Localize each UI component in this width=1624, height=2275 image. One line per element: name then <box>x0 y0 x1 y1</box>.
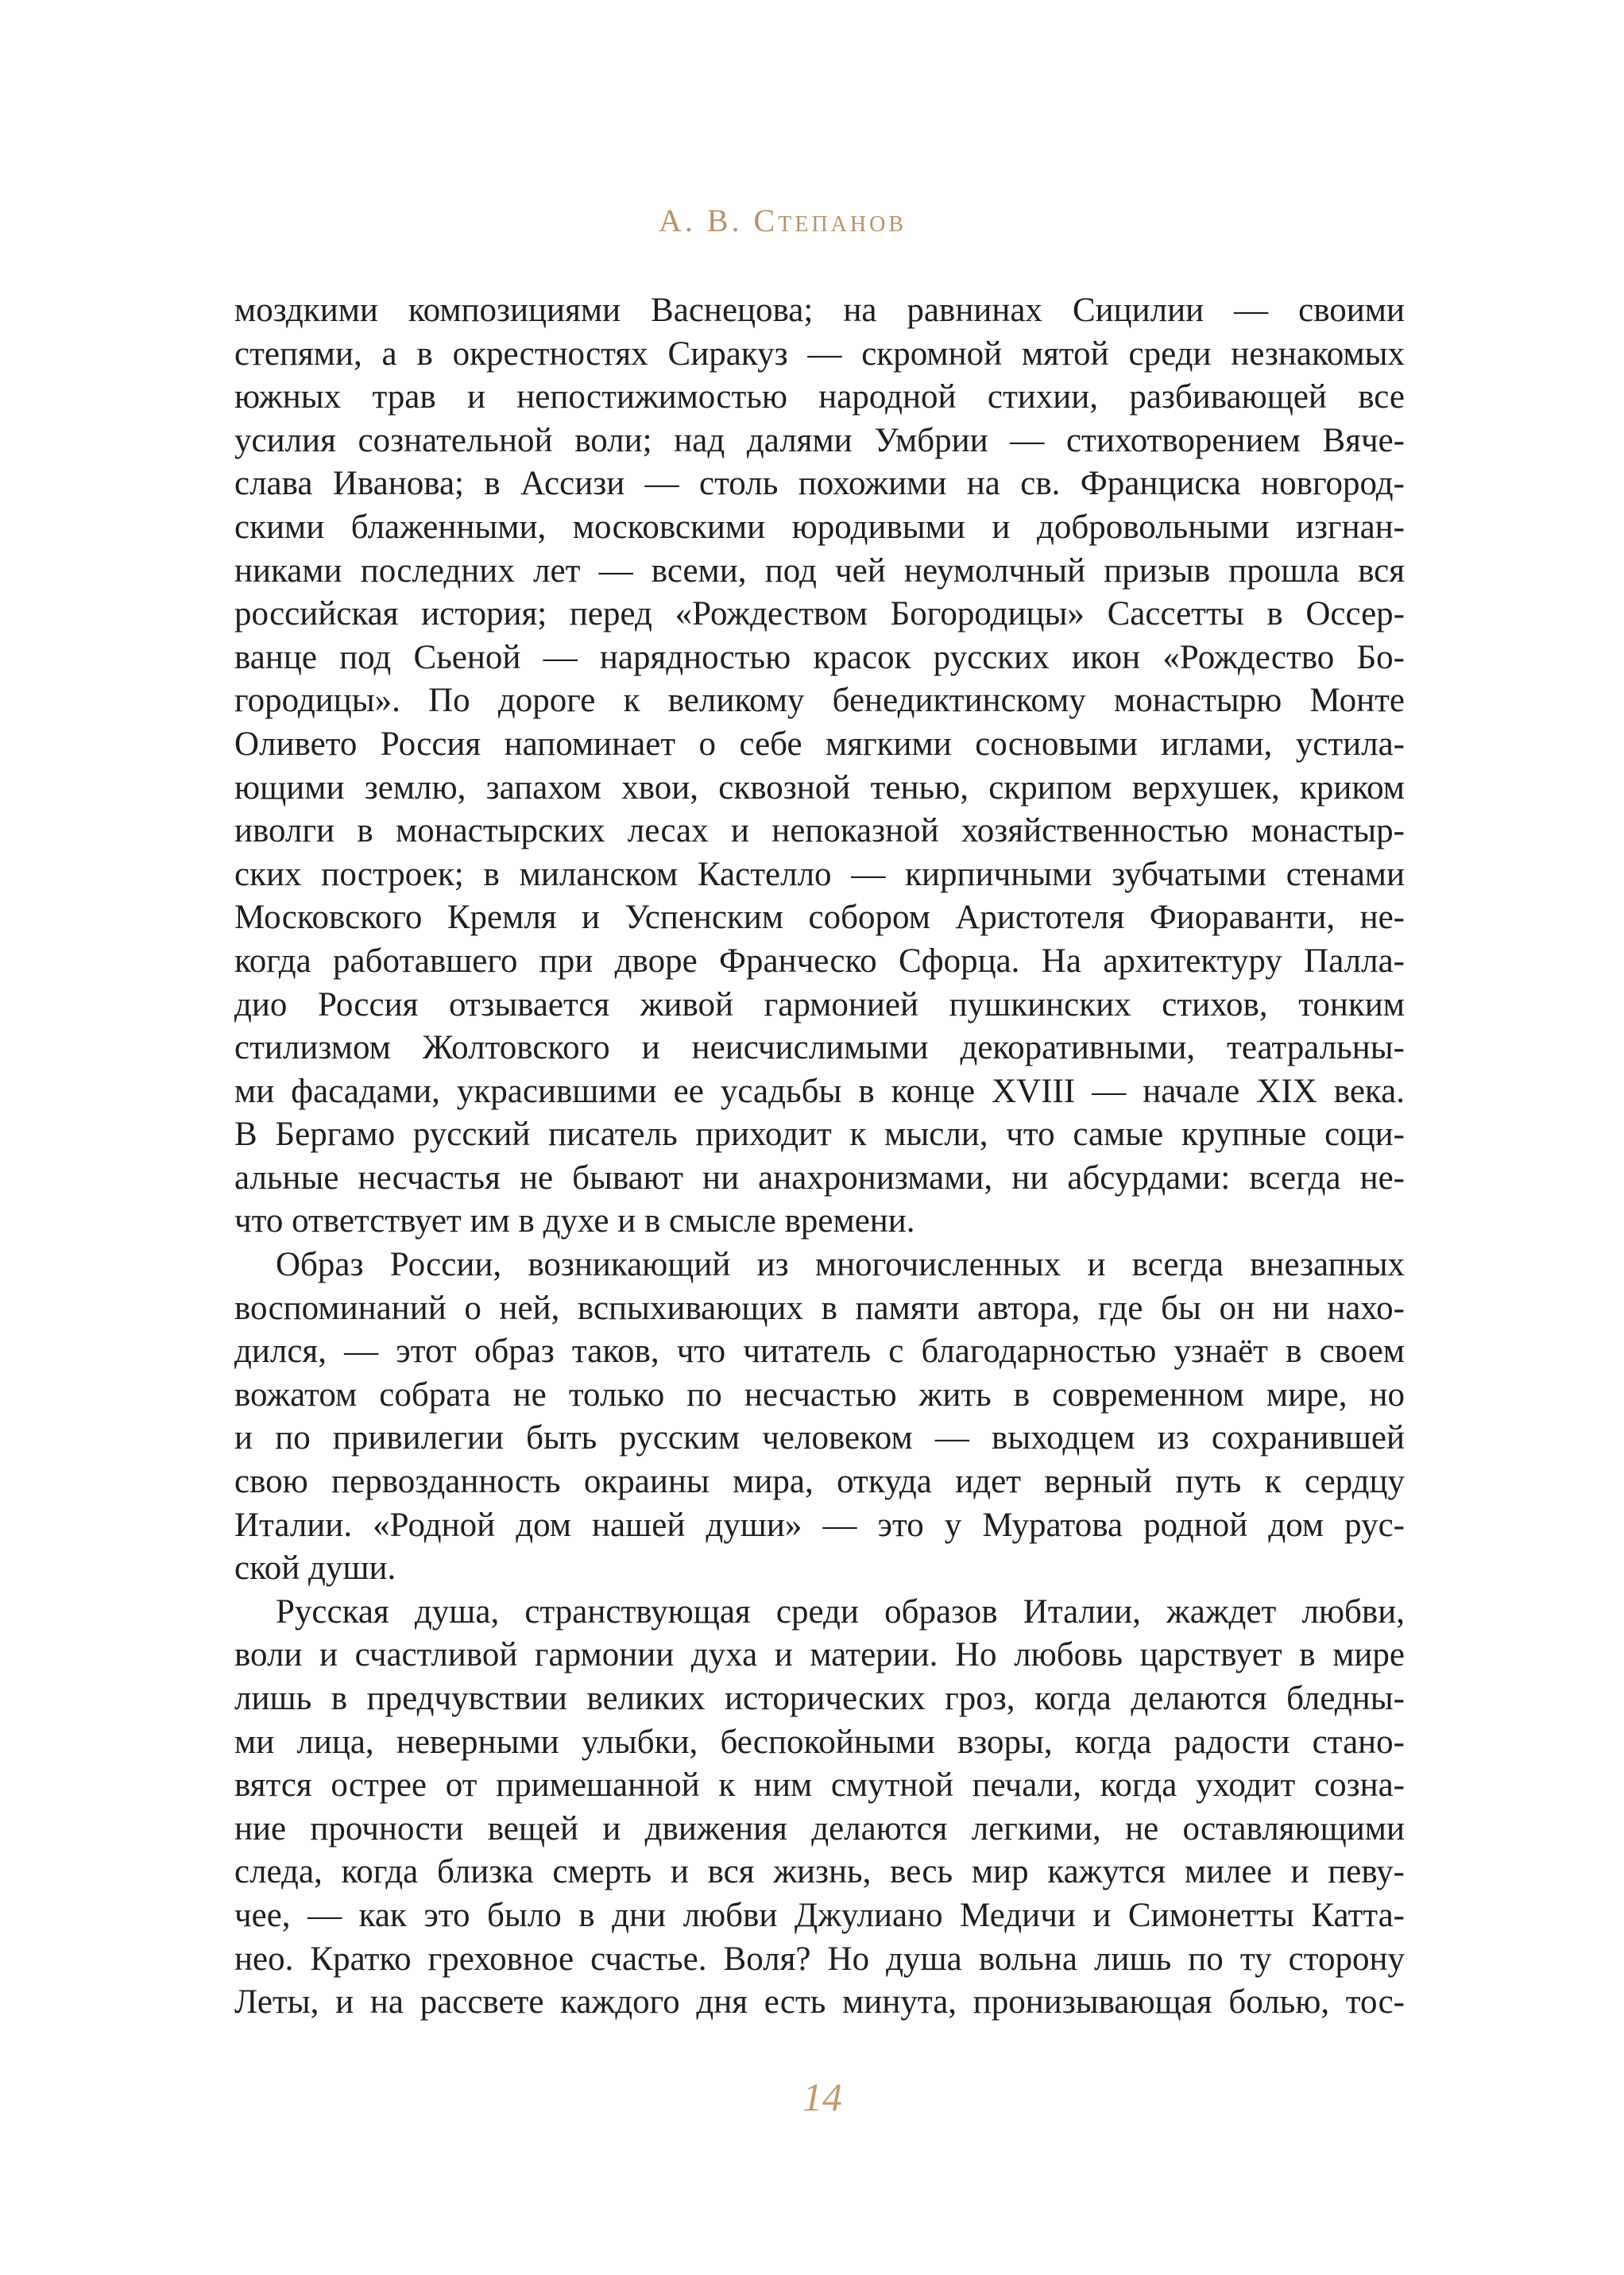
text-line: российская история; перед «Рождеством Богородицы» Сассетты в Оссер- <box>234 595 1405 633</box>
text-line: когда работавшего при дворе Франческо Сфорца. На архитектуру Палла- <box>234 942 1405 980</box>
text-line: дио Россия отзывается живой гармонией пушкинских стихов, тонким <box>234 985 1405 1023</box>
text-line: и по привилегии быть русским человеком — выходцем из сохранившей <box>234 1419 1405 1457</box>
text-line: моздкими композициями Васнецова; на равнинах Сицилии — своими <box>234 292 1405 329</box>
text-line: ние прочности вещей и движения делаются легкими, не оставляющими <box>234 1809 1405 1847</box>
running-head-author: А. В. Степанов <box>658 203 907 238</box>
text-line: слава Иванова; в Ассизи — столь похожими на св. Франциска новгород- <box>234 465 1405 503</box>
text-line: Образ России, возникающий из многочисленных и всегда внезапных <box>276 1246 1405 1284</box>
text-line: южных трав и непостижимостью народной стихии, разбивающей все <box>234 378 1405 416</box>
text-line: усилия сознательной воли; над далями Умбрии — стихотворением Вяче- <box>234 421 1405 459</box>
text-line: следа, когда близка смерть и вся жизнь, весь мир кажутся милее и певу- <box>234 1853 1405 1891</box>
paragraph <box>234 1244 1405 1591</box>
text-line: воспоминаний о ней, вспыхивающих в памяти автора, где бы он ни нахо- <box>234 1289 1405 1327</box>
text-line: иволги в монастырских лесах и непоказной хозяйственностью монастыр- <box>234 812 1405 850</box>
paragraph <box>234 1591 1405 2025</box>
text-line: Леты, и на рассвете каждого дня есть минута, пронизывающая болью, тос- <box>234 1983 1405 2022</box>
text-line: ми лица, неверными улыбки, беспокойными взоры, когда радости стано- <box>234 1723 1405 1761</box>
text-line: дился, — этот образ таков, что читатель с благодарностью узнаёт в своем <box>234 1333 1405 1371</box>
text-line: свою первозданность окраины мира, откуда идет верный путь к сердцу <box>234 1463 1405 1501</box>
text-line: нео. Кратко греховное счастье. Воля? Но душа вольна лишь по ту сторону <box>234 1940 1405 1978</box>
text-line: скими блаженными, московскими юродивыми и добровольными изгнан- <box>234 508 1405 546</box>
text-line: воли и счастливой гармонии духа и материи. Но любовь царствует в мире <box>234 1636 1405 1674</box>
text-line: ской души. <box>234 1550 396 1588</box>
body-text <box>234 289 1405 2025</box>
text-line: лишь в предчувствии великих исторических гроз, когда делаются бледны- <box>234 1680 1405 1717</box>
text-line: ских построек; в миланском Кастелло — кирпичными зубчатыми стенами <box>234 855 1405 893</box>
text-line: вятся острее от примешанной к ним смутной печали, когда уходит созна- <box>234 1766 1405 1805</box>
text-line: степями, а в окрестностях Сиракуз — скромной мятой среди незнакомых <box>234 335 1405 373</box>
text-line: стилизмом Жолтовского и неисчислимыми декоративными, театральны- <box>234 1029 1405 1067</box>
text-line: ющими землю, запахом хвои, сквозной тенью, скрипом верхушек, криком <box>234 768 1405 807</box>
text-line: альные несчастья не бывают ни анахронизмами, ни абсурдами: всегда не- <box>234 1159 1405 1197</box>
text-line: В Бергамо русский писатель приходит к мысли, что самые крупные соци- <box>234 1116 1405 1154</box>
text-line: ми фасадами, украсившими ее усадьбы в конце XVIII — начале XIX века. <box>234 1072 1405 1110</box>
text-line: Русская душа, странствующая среди образов Италии, жаждет любви, <box>276 1592 1405 1631</box>
page-number: 14 <box>802 2075 842 2119</box>
text-line: чее, — как это было в дни любви Джулиано Медичи и Симонетты Катта- <box>234 1896 1405 1934</box>
text-line: Италии. «Родной дом нашей души» — это у Муратова родной дом рус- <box>234 1506 1405 1544</box>
text-line: никами последних лет — всеми, под чей неумолчный призыв прошла вся <box>234 551 1405 590</box>
text-line: что ответствует им в духе и в смысле времени. <box>234 1202 915 1240</box>
text-line: ванце под Сьеной — нарядностью красок русских икон «Рождество Бо- <box>234 638 1405 676</box>
text-line: вожатом собрата не только по несчастью жить в современном мире, но <box>234 1375 1405 1414</box>
text-line: городицы». По дороге к великому бенедиктинскому монастырю Монте <box>234 682 1405 720</box>
text-line: Московского Кремля и Успенским собором Аристотеля Фиораванти, не- <box>234 899 1405 937</box>
paragraph <box>234 289 1405 1244</box>
text-line: Оливето Россия напоминает о себе мягкими сосновыми иглами, устила- <box>234 725 1405 763</box>
